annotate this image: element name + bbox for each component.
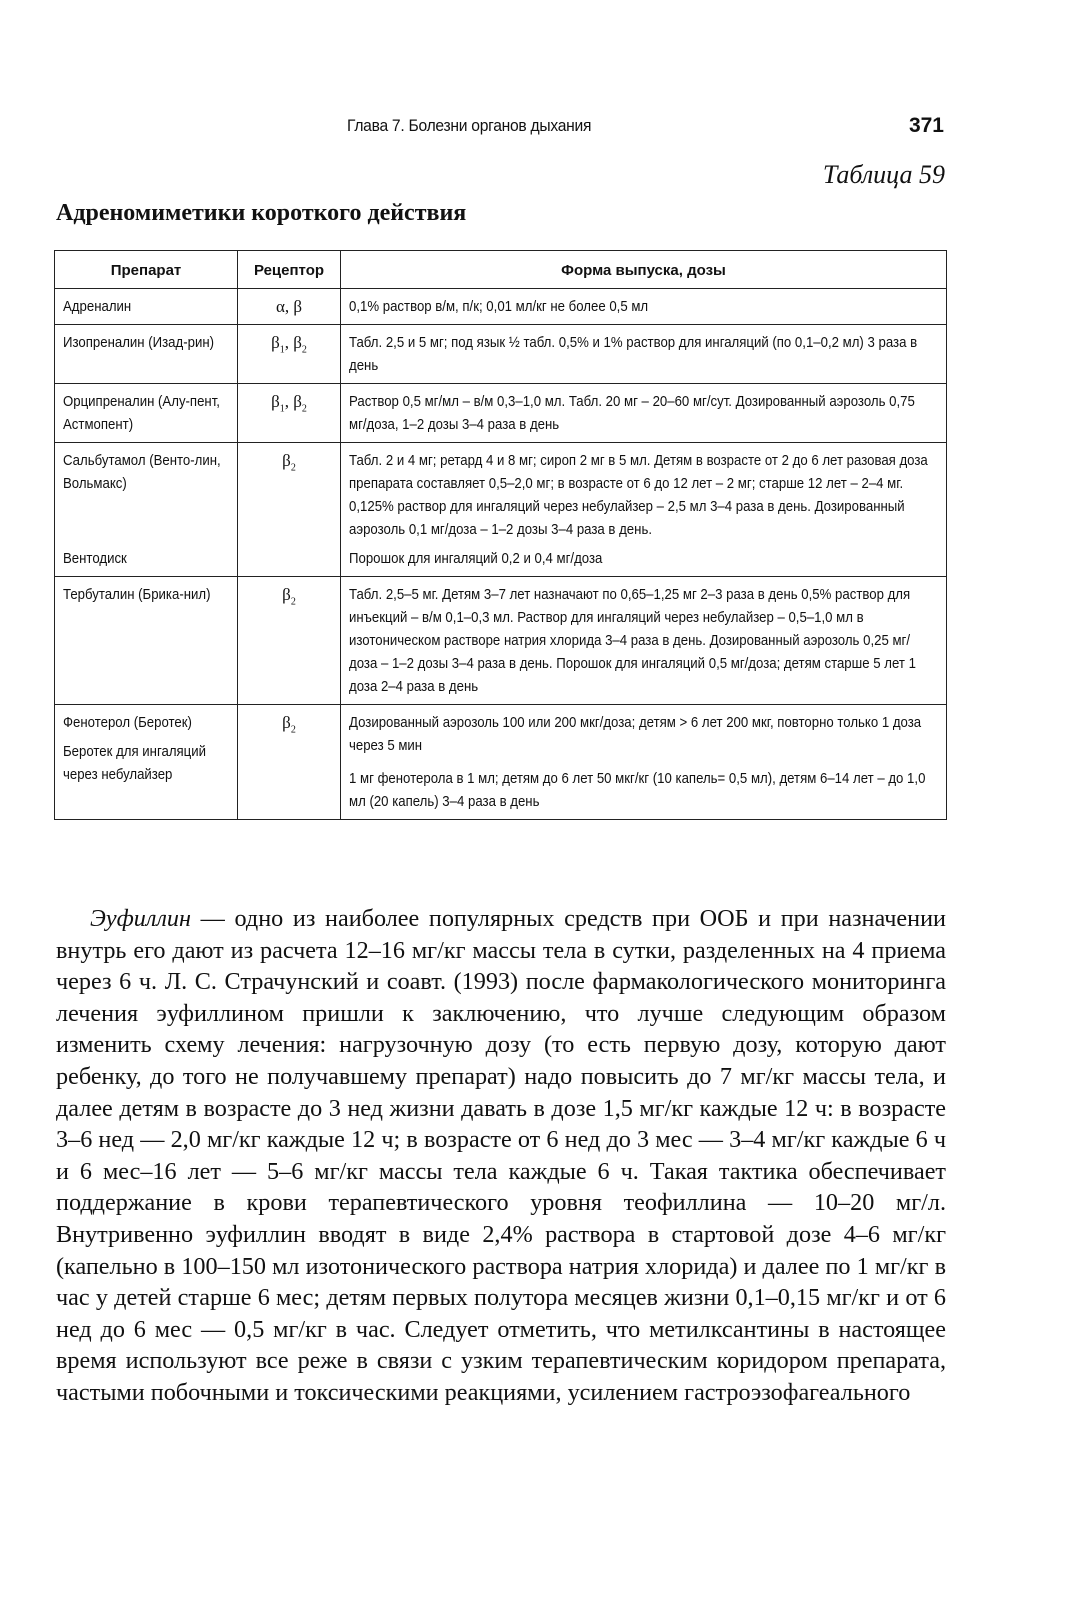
table-header-row	[55, 251, 947, 289]
chapter-title: Глава 7. Болезни органов дыхания	[347, 116, 592, 135]
drug-cell: Тербуталин (Брика-нил)	[55, 577, 238, 705]
receptor-cell: α, β	[238, 289, 341, 325]
doses-cell: Раствор 0,5 мг/мл – в/м 0,3–1,0 мл. Табл. 20 мг – 20–60 мг/сут. Дозированный аэрозоль 0,75 мг/доза, 1–2 дозы 3–4 раза в день	[341, 384, 947, 443]
column-header-doses: Форма выпуска, дозы	[341, 251, 947, 289]
sub-doses: Порошок для ингаляций 0,2 и 0,4 мг/доза	[349, 550, 603, 567]
receptor-cell: $\beta_1$, $\beta_2$	[238, 384, 341, 443]
table-row	[55, 384, 947, 443]
running-head	[54, 114, 944, 140]
drug-cell: Адреналин	[55, 289, 238, 325]
sub-drug-name: Беротек для ингаляций через небулайзер	[63, 743, 206, 783]
doses-cell: Табл. 2,5 и 5 мг; под язык ½ табл. 0,5% и 1% раствор для ингаляций (по 0,1–0,2 мл) 3 раза в день	[341, 325, 947, 384]
drug-dose-table	[54, 250, 947, 820]
sub-doses: 1 мг фенотерола в 1 мл; детям до 6 лет 50 мкг/кг (10 капель= 0,5 мл), детям 6–14 лет – до 1,0 мл (20 капель) 3–4 раза в день	[349, 770, 926, 810]
table-row	[55, 705, 947, 820]
receptor-cell: $\beta_2$	[238, 443, 341, 577]
body-text	[56, 903, 946, 1409]
table-row	[55, 577, 947, 705]
column-header-drug: Препарат	[55, 251, 238, 289]
sub-drug-name: Вентодиск	[63, 550, 127, 567]
doses-cell: Табл. 2,5–5 мг. Детям 3–7 лет назначают по 0,65–1,25 мг 2–3 раза в день 0,5% раствор для инъекций – в/м 0,1–0,3 мл. Раствор для ингаляций через небулайзер – 0,5–1,0 мл в изотоническом растворе натрия хлорида 3–4 раза в день. Дозированный аэрозоль 0,25 мг/доза – 1–2 дозы 3–4 раза в день. Порошок для ингаляций 0,5 мг/доза; детям старше 5 лет 1 доза 2–4 раза в день	[341, 577, 947, 705]
receptor-cell: $\beta_1$, $\beta_2$	[238, 325, 341, 384]
doses-cell: 0,1% раствор в/м, п/к; 0,01 мл/кг не более 0,5 мл	[341, 289, 947, 325]
table-row	[55, 443, 947, 577]
doses-cell: Дозированный аэрозоль 100 или 200 мкг/доза; детям > 6 лет 200 мкг, повторно только 1 доза через 5 мин 1 мг фенотерола в 1 мл; детям до 6 лет 50 мкг/кг (10 капель= 0,5 мл), детям 6–14 лет – до 1,0 мл (20 капель) 3–4 раза в день	[341, 705, 947, 820]
receptor-cell: $\beta_2$	[238, 577, 341, 705]
drug-cell: Сальбутамол (Венто-лин, Вольмакс) Вентодиск	[55, 443, 238, 577]
table-title: Адреномиметики короткого действия	[56, 200, 467, 226]
drug-cell: Изопреналин (Изад-рин)	[55, 325, 238, 384]
lead-term: Эуфиллин	[90, 905, 192, 932]
table-row	[55, 325, 947, 384]
table-row	[55, 289, 947, 325]
table-number-label: Таблица 59	[822, 160, 945, 189]
doses-cell: Табл. 2 и 4 мг; ретард 4 и 8 мг; сироп 2 мг в 5 мл. Детям в возрасте от 2 до 6 лет разовая доза препарата составляет 0,5–2,0 мг; в возрасте от 6 до 12 лет – 2 мг; старше 12 лет – 2–4 мг. 0,125% раствор для ингаляций через небулайзер – 2,5 мл 3–4 раза в день. Дозированный аэрозоль 0,1 мг/доза – 1–2 дозы 3–4 раза в день. Порошок для ингаляций 0,2 и 0,4 мг/доза	[341, 443, 947, 577]
receptor-cell: $\beta_2$	[238, 705, 341, 820]
column-header-receptor: Рецептор	[238, 251, 341, 289]
drug-cell: Фенотерол (Беротек) Беротек для ингаляций через небулайзер	[55, 705, 238, 820]
page-number: 371	[908, 114, 944, 137]
drug-cell: Орципреналин (Алу-пент, Астмопент)	[55, 384, 238, 443]
paragraph: Эуфиллин — одно из наиболее популярных средств при ООБ и при назначении внутрь его дают из расчета 12–16 мг/кг массы тела в сутки, разделенных на 4 приема через 6 ч. Л. С. Страчунский и соавт. (1993) после фармакологического мониторинга лечения эуфиллином пришли к заключению, что лучше следующим образом изменить схему лечения: нагрузочную дозу (то есть первую дозу, которую дают ребенку, до того не получавшему препарат) надо повысить до 7 мг/кг массы тела, и далее детям в возрасте до 3 нед жизни давать в дозе 1,5 мг/кг каждые 12 ч: в возрасте 3–6 нед — 2,0 мг/кг каждые 12 ч; в возрасте от 6 нед до 3 мес — 3–4 мг/кг каждые 6 ч и 6 мес–16 лет — 5–6 мг/кг массы тела каждые 6 ч. Такая тактика обеспечивает поддержание в крови терапевтического уровня теофиллина — 10–20 мг/л. Внутривенно эуфиллин вводят в виде 2,4% раствора в стартовой дозе 4–6 мг/кг (капельно в 100–150 мл изотонического раствора натрия хлорида) и далее по 1 мг/кг в час у детей старше 6 мес; детям первых полутора месяцев жизни 0,1–0,15 мг/кг и от 6 нед до 6 мес — 0,5 мг/кг в час. Следует отметить, что метилксантины в настоящее время используют все реже в связи с узким терапевтическим коридором препарата, частыми побочными и токсическими реакциями, усилением гастроэзофагеального	[56, 905, 946, 1406]
